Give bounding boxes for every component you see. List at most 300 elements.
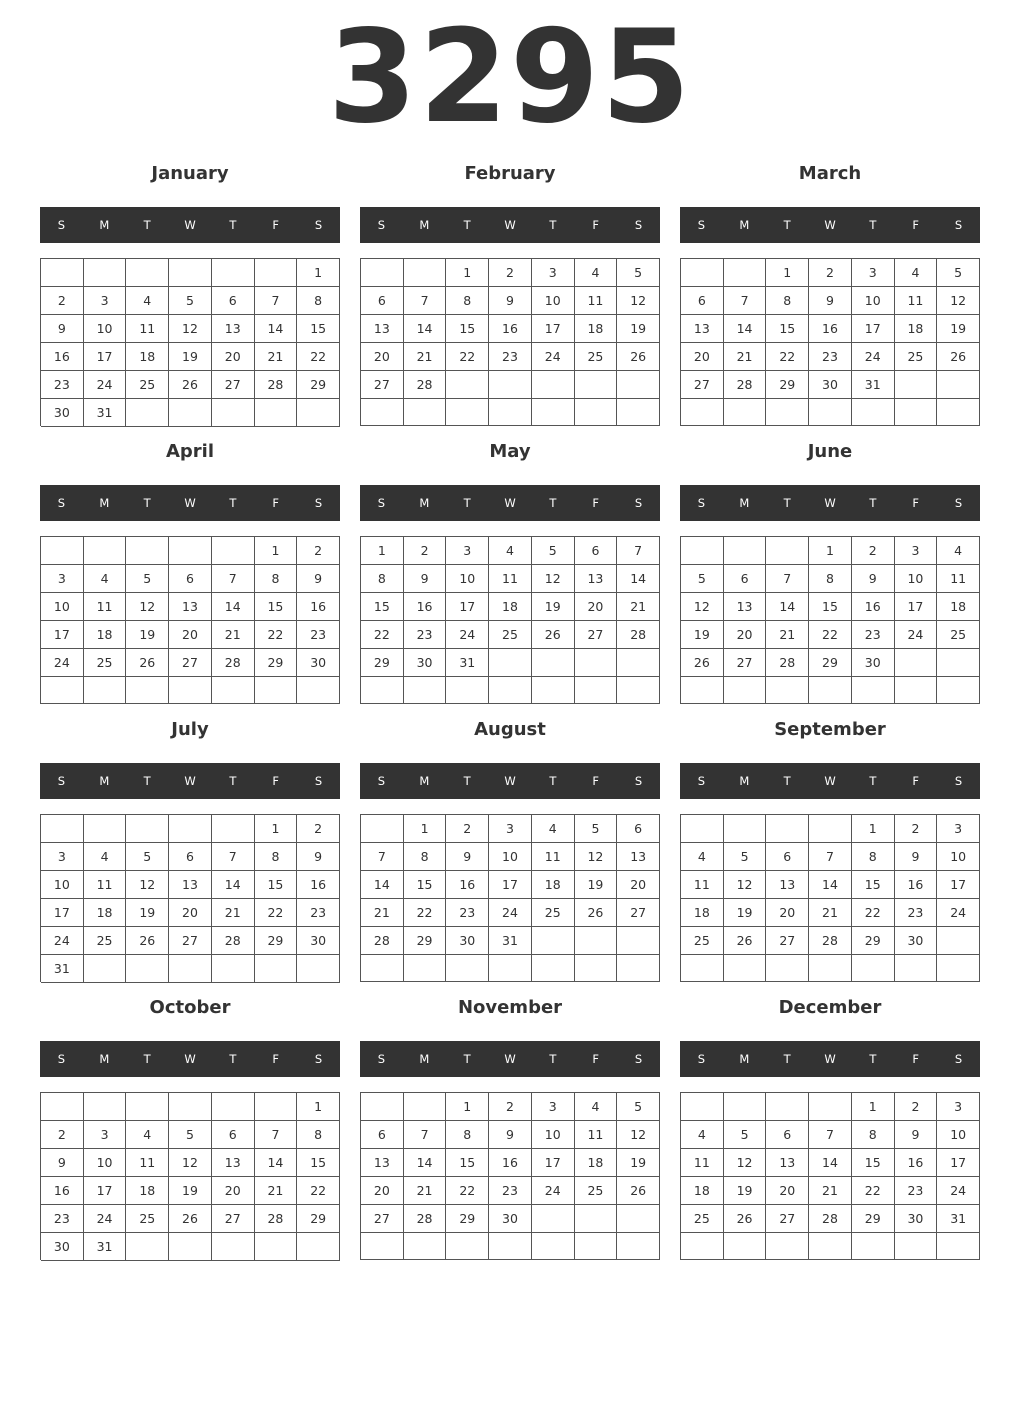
day-cell: 18 (937, 593, 980, 621)
day-cell: 14 (724, 315, 767, 343)
day-cell: 17 (937, 1149, 980, 1177)
day-cell (84, 955, 127, 983)
day-cell (681, 815, 724, 843)
day-cell: 30 (446, 927, 489, 955)
day-cell: 10 (532, 1121, 575, 1149)
day-cell: 30 (489, 1205, 532, 1233)
day-cell: 3 (895, 537, 938, 565)
weekday-label: T (143, 774, 151, 788)
day-cell (297, 955, 340, 983)
day-cell: 26 (681, 649, 724, 677)
day-cell: 22 (361, 621, 404, 649)
day-cell: 5 (532, 537, 575, 565)
day-cell (766, 1233, 809, 1260)
day-cell: 21 (766, 621, 809, 649)
weekday-label: M (99, 1052, 110, 1066)
day-cell: 19 (724, 1177, 767, 1205)
day-cell: 21 (809, 899, 852, 927)
weekday-header (680, 485, 980, 521)
day-cell: 14 (809, 1149, 852, 1177)
day-cell: 7 (255, 1121, 298, 1149)
day-cell: 26 (126, 649, 169, 677)
day-cell (361, 677, 404, 704)
day-cell: 5 (724, 843, 767, 871)
day-cell: 12 (937, 287, 980, 315)
day-cell: 21 (212, 621, 255, 649)
day-cell: 15 (404, 871, 447, 899)
day-cell: 14 (255, 315, 298, 343)
day-cell: 21 (255, 1177, 298, 1205)
day-cell: 9 (404, 565, 447, 593)
day-cell: 23 (446, 899, 489, 927)
day-cell: 26 (937, 343, 980, 371)
weekday-label: W (184, 218, 196, 232)
day-cell: 25 (937, 621, 980, 649)
day-cell: 5 (575, 815, 618, 843)
day-cell: 19 (575, 871, 618, 899)
day-cell (255, 259, 298, 287)
day-cell (766, 815, 809, 843)
day-cell: 21 (404, 1177, 447, 1205)
day-cell: 13 (617, 843, 660, 871)
day-cell: 2 (41, 1121, 84, 1149)
day-cell: 20 (169, 621, 212, 649)
day-cell: 11 (681, 1149, 724, 1177)
day-cell: 21 (617, 593, 660, 621)
weekday-header (360, 485, 660, 521)
weekday-header (680, 763, 980, 799)
day-cell: 1 (297, 259, 340, 287)
day-cell (575, 1205, 618, 1233)
day-cell: 20 (361, 1177, 404, 1205)
day-cell: 25 (84, 927, 127, 955)
day-cell: 21 (404, 343, 447, 371)
weekday-label: T (869, 774, 877, 788)
day-cell: 26 (575, 899, 618, 927)
day-cell: 28 (766, 649, 809, 677)
day-cell: 16 (404, 593, 447, 621)
day-cell: 13 (361, 1149, 404, 1177)
day-cell: 22 (404, 899, 447, 927)
day-cell (446, 399, 489, 426)
day-cell: 8 (446, 1121, 489, 1149)
day-cell: 2 (41, 287, 84, 315)
day-cell: 11 (895, 287, 938, 315)
day-cell (724, 1233, 767, 1260)
day-cell: 19 (126, 621, 169, 649)
weekday-label: F (592, 218, 600, 232)
day-cell: 4 (489, 537, 532, 565)
day-cell: 9 (809, 287, 852, 315)
day-cell: 29 (446, 1205, 489, 1233)
day-cell (489, 955, 532, 982)
day-cell: 28 (724, 371, 767, 399)
day-cell: 10 (84, 315, 127, 343)
weekday-label: T (143, 1052, 151, 1066)
day-cell: 10 (937, 1121, 980, 1149)
day-cell: 14 (766, 593, 809, 621)
day-cell: 13 (766, 871, 809, 899)
day-cell (84, 259, 127, 287)
weekday-header (360, 763, 660, 799)
day-cell (681, 399, 724, 426)
day-cell (575, 1233, 618, 1260)
day-cell: 15 (297, 1149, 340, 1177)
day-cell: 3 (852, 259, 895, 287)
month-title: November (457, 997, 563, 1018)
day-cell (617, 955, 660, 982)
day-cell: 28 (617, 621, 660, 649)
day-cell: 16 (895, 1149, 938, 1177)
day-cell (532, 677, 575, 704)
day-cell: 20 (575, 593, 618, 621)
day-cell: 15 (446, 1149, 489, 1177)
day-cell (724, 1093, 767, 1121)
day-cell (41, 259, 84, 287)
weekday-header (680, 1041, 980, 1077)
day-cell: 27 (766, 927, 809, 955)
day-cell: 31 (446, 649, 489, 677)
day-cell: 7 (809, 843, 852, 871)
day-cell (169, 537, 212, 565)
day-cell: 23 (809, 343, 852, 371)
day-cell (766, 399, 809, 426)
day-cell: 15 (446, 315, 489, 343)
day-cell: 20 (212, 1177, 255, 1205)
day-cell (724, 677, 767, 704)
weekday-label: S (57, 218, 66, 232)
day-cell: 27 (724, 649, 767, 677)
day-cell: 16 (895, 871, 938, 899)
weekday-label: T (783, 496, 791, 510)
weekday-label: W (504, 496, 516, 510)
year-title: 3295 (327, 3, 693, 152)
day-cell: 11 (126, 1149, 169, 1177)
day-cell: 23 (41, 371, 84, 399)
day-cell: 11 (84, 593, 127, 621)
day-cell: 11 (84, 871, 127, 899)
day-cell: 6 (617, 815, 660, 843)
day-cell: 4 (532, 815, 575, 843)
day-cell: 1 (404, 815, 447, 843)
weekday-label: F (592, 1052, 600, 1066)
day-cell: 6 (169, 843, 212, 871)
day-cell (937, 955, 980, 982)
weekday-label: W (824, 496, 836, 510)
day-cell: 20 (169, 899, 212, 927)
day-cell: 25 (681, 927, 724, 955)
day-cell: 16 (852, 593, 895, 621)
day-cell: 15 (766, 315, 809, 343)
day-cell: 10 (446, 565, 489, 593)
day-cell: 22 (852, 899, 895, 927)
day-cell: 7 (255, 287, 298, 315)
weekday-label: T (229, 218, 237, 232)
weekday-label: T (229, 496, 237, 510)
day-cell (766, 677, 809, 704)
day-cell (617, 399, 660, 426)
weekday-label: S (954, 1052, 963, 1066)
weekday-label: M (99, 774, 110, 788)
day-cell (361, 1093, 404, 1121)
day-cell (575, 677, 618, 704)
day-cell: 14 (212, 871, 255, 899)
day-cell: 30 (41, 399, 84, 427)
month-december (680, 994, 980, 1264)
day-cell: 14 (361, 871, 404, 899)
day-cell (895, 1233, 938, 1260)
month-title: January (151, 163, 229, 184)
day-cell: 8 (255, 565, 298, 593)
day-cell: 1 (446, 259, 489, 287)
day-cell (532, 927, 575, 955)
day-cell: 19 (169, 343, 212, 371)
day-cell: 18 (84, 621, 127, 649)
day-cell (489, 649, 532, 677)
month-title: September (774, 719, 886, 740)
day-cell: 31 (41, 955, 84, 983)
day-cell: 26 (126, 927, 169, 955)
day-cell: 22 (852, 1177, 895, 1205)
day-cell: 8 (404, 843, 447, 871)
day-cell (446, 677, 489, 704)
day-cell: 28 (809, 927, 852, 955)
day-cell: 13 (681, 315, 724, 343)
month-title: August (474, 719, 546, 740)
day-cell (169, 1233, 212, 1261)
day-cell: 9 (852, 565, 895, 593)
day-cell: 29 (297, 1205, 340, 1233)
day-cell: 24 (41, 927, 84, 955)
month-title: April (165, 441, 215, 462)
day-cell (169, 815, 212, 843)
day-cell: 16 (297, 871, 340, 899)
day-cell: 11 (681, 871, 724, 899)
day-cell: 10 (489, 843, 532, 871)
day-cell (575, 371, 618, 399)
day-cell: 25 (681, 1205, 724, 1233)
day-cell: 15 (255, 871, 298, 899)
day-cell: 26 (724, 927, 767, 955)
day-cell: 22 (255, 899, 298, 927)
day-cell: 2 (852, 537, 895, 565)
day-cell: 19 (724, 899, 767, 927)
day-cell: 12 (617, 1121, 660, 1149)
day-cell: 21 (361, 899, 404, 927)
weekday-label: S (57, 1052, 66, 1066)
day-cell (575, 399, 618, 426)
day-cell: 22 (446, 1177, 489, 1205)
weekday-label: W (184, 496, 196, 510)
day-cell (681, 537, 724, 565)
weekday-header (680, 207, 980, 243)
day-cell (169, 677, 212, 704)
day-cell: 16 (41, 1177, 84, 1205)
day-cell: 16 (41, 343, 84, 371)
month-january (40, 160, 340, 430)
day-cell: 4 (84, 843, 127, 871)
day-cell: 27 (681, 371, 724, 399)
day-cell: 26 (617, 1177, 660, 1205)
day-cell (297, 399, 340, 427)
day-cell: 5 (617, 1093, 660, 1121)
day-cell (681, 1233, 724, 1260)
day-cell: 21 (255, 343, 298, 371)
day-cell: 3 (84, 287, 127, 315)
day-cell: 1 (361, 537, 404, 565)
weekday-label: S (57, 774, 66, 788)
day-cell: 3 (937, 815, 980, 843)
weekday-label: S (314, 1052, 323, 1066)
day-cell: 15 (852, 871, 895, 899)
day-cell: 12 (724, 1149, 767, 1177)
day-cell (404, 259, 447, 287)
day-cell: 14 (617, 565, 660, 593)
day-cell: 2 (446, 815, 489, 843)
day-cell: 20 (766, 1177, 809, 1205)
day-cell (41, 815, 84, 843)
day-cell: 29 (255, 927, 298, 955)
weekday-label: S (314, 218, 323, 232)
day-cell: 21 (809, 1177, 852, 1205)
day-cell: 4 (937, 537, 980, 565)
day-cell: 4 (575, 259, 618, 287)
day-cell: 6 (766, 843, 809, 871)
day-cell: 7 (404, 1121, 447, 1149)
weekday-label: W (504, 218, 516, 232)
day-cell (681, 259, 724, 287)
day-cell (404, 399, 447, 426)
day-cell: 17 (41, 621, 84, 649)
day-cell (297, 1233, 340, 1261)
day-grid (680, 258, 980, 426)
day-cell (617, 1233, 660, 1260)
day-cell: 29 (404, 927, 447, 955)
day-cell (766, 1093, 809, 1121)
day-cell: 28 (404, 371, 447, 399)
day-cell: 17 (532, 1149, 575, 1177)
day-cell (126, 815, 169, 843)
day-cell (617, 927, 660, 955)
weekday-label: M (739, 1052, 750, 1066)
weekday-header (40, 1041, 340, 1077)
day-cell (255, 677, 298, 704)
day-cell (126, 677, 169, 704)
day-cell: 15 (809, 593, 852, 621)
day-cell (212, 537, 255, 565)
day-cell: 13 (766, 1149, 809, 1177)
weekday-label: T (463, 218, 471, 232)
day-cell: 26 (169, 1205, 212, 1233)
weekday-label: T (549, 1052, 557, 1066)
day-cell: 21 (724, 343, 767, 371)
month-march (680, 160, 980, 430)
day-cell: 12 (617, 287, 660, 315)
day-cell: 12 (575, 843, 618, 871)
day-cell: 22 (446, 343, 489, 371)
day-cell: 8 (446, 287, 489, 315)
day-cell (895, 649, 938, 677)
day-cell (169, 1093, 212, 1121)
weekday-label: W (504, 774, 516, 788)
day-cell (809, 1233, 852, 1260)
day-cell: 2 (895, 1093, 938, 1121)
day-cell: 13 (169, 593, 212, 621)
day-cell: 24 (895, 621, 938, 649)
day-cell: 13 (212, 315, 255, 343)
weekday-header (360, 1041, 660, 1077)
weekday-label: T (463, 1052, 471, 1066)
day-cell: 10 (895, 565, 938, 593)
day-cell: 19 (617, 315, 660, 343)
day-cell: 5 (617, 259, 660, 287)
month-april (40, 438, 340, 708)
day-cell: 22 (297, 343, 340, 371)
day-cell: 20 (212, 343, 255, 371)
day-cell: 28 (255, 371, 298, 399)
day-cell: 22 (766, 343, 809, 371)
day-cell: 7 (361, 843, 404, 871)
day-cell: 9 (446, 843, 489, 871)
day-cell: 17 (895, 593, 938, 621)
day-cell (126, 1233, 169, 1261)
day-cell: 6 (766, 1121, 809, 1149)
weekday-label: S (697, 1052, 706, 1066)
day-cell: 4 (895, 259, 938, 287)
day-cell: 15 (852, 1149, 895, 1177)
day-cell: 9 (41, 1149, 84, 1177)
day-cell: 17 (446, 593, 489, 621)
day-grid (680, 1092, 980, 1260)
day-cell: 2 (297, 537, 340, 565)
day-cell (852, 955, 895, 982)
month-november (360, 994, 660, 1264)
day-cell (212, 677, 255, 704)
day-cell: 20 (617, 871, 660, 899)
day-cell: 19 (126, 899, 169, 927)
day-cell: 1 (446, 1093, 489, 1121)
day-cell: 25 (126, 371, 169, 399)
day-cell (895, 677, 938, 704)
day-cell: 7 (404, 287, 447, 315)
day-cell: 27 (575, 621, 618, 649)
day-cell: 7 (766, 565, 809, 593)
day-cell (255, 1093, 298, 1121)
weekday-label: T (549, 774, 557, 788)
day-cell: 24 (937, 1177, 980, 1205)
day-cell: 25 (575, 343, 618, 371)
month-title: June (807, 441, 853, 462)
day-cell (724, 537, 767, 565)
day-cell: 24 (532, 343, 575, 371)
month-february (360, 160, 660, 430)
day-cell: 10 (532, 287, 575, 315)
day-cell: 11 (575, 287, 618, 315)
day-cell: 16 (809, 315, 852, 343)
weekday-label: W (184, 774, 196, 788)
day-cell: 5 (126, 843, 169, 871)
day-cell: 4 (84, 565, 127, 593)
day-cell: 3 (532, 259, 575, 287)
day-cell: 7 (809, 1121, 852, 1149)
day-cell (809, 955, 852, 982)
weekday-label: S (634, 1052, 643, 1066)
day-cell: 9 (489, 287, 532, 315)
day-cell: 27 (766, 1205, 809, 1233)
day-cell: 4 (126, 287, 169, 315)
day-cell (212, 1233, 255, 1261)
weekday-label: W (824, 218, 836, 232)
